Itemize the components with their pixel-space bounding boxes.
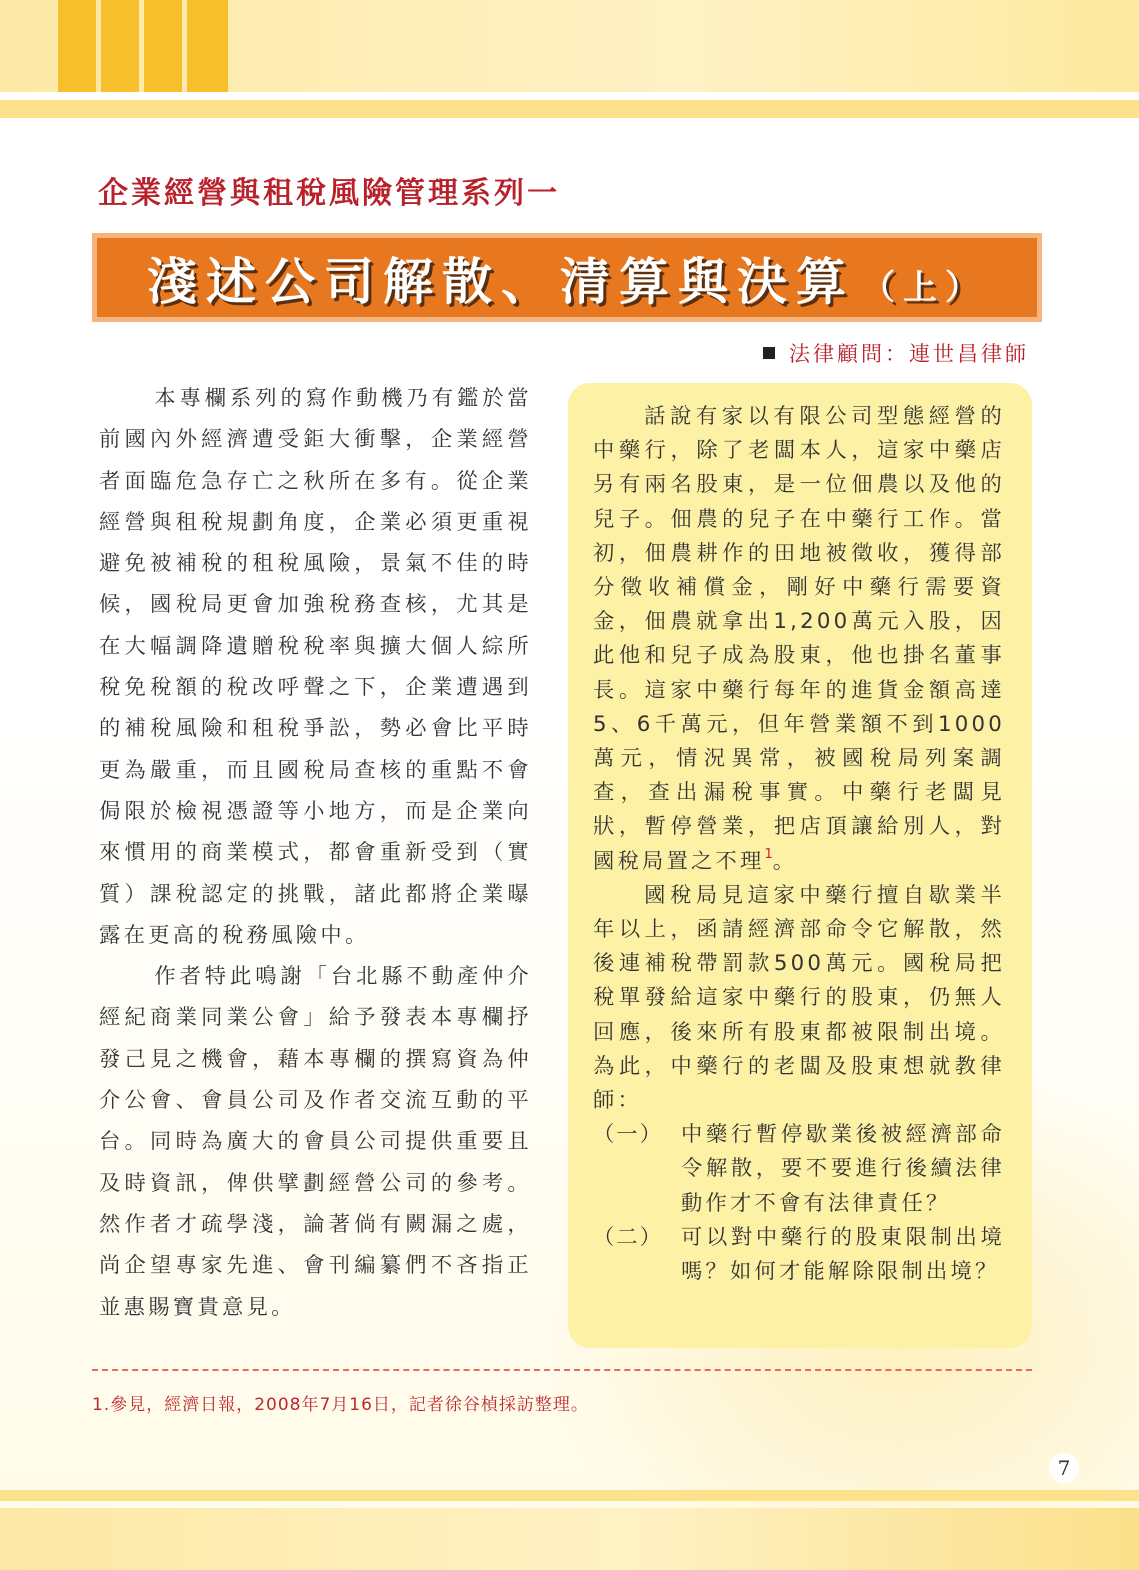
author-byline <box>763 338 1029 368</box>
footnote: 1.參見，經濟日報，2008年7月16日，記者徐谷楨採訪整理。 <box>92 1395 589 1415</box>
title-banner-inner <box>97 238 1037 317</box>
top-decor-line <box>0 100 1139 118</box>
question-number: （二） <box>593 1224 663 1250</box>
question-text: 可以對中藥行的股東限制出境嗎？如何才能解除限制出境？ <box>681 1224 1005 1285</box>
top-decor-block <box>187 0 228 92</box>
body-paragraph: 作者特此鳴謝「台北縣不動產仲介經紀商業同業公會」給予發表本專欄抒發己見之機會，藉本專欄的撰寫資為仲介公會、會員公司及作者交流互動的平台。同時為廣大的會員公司提供重要且及時資訊，俾供擘劃經營公司的參考。然作者才疏學淺，論著倘有闕漏之處，尚企望專家先進、會刊編纂們不吝指正並惠賜寶貴意見。 <box>99 964 532 1320</box>
case-box-content <box>593 400 1005 1289</box>
question-item <box>593 1221 1005 1289</box>
question-number: （一） <box>593 1122 663 1148</box>
case-paragraph: 國稅局見這家中藥行擅自歇業半年以上，函請經濟部命令它解散，然後連補稅帶罰款500萬元。國稅局把稅單發給這家中藥行的股東，仍無人回應，後來所有股東都被限制出境。為此，中藥行的老闆及股東想就教律師： <box>593 882 1005 1114</box>
body-paragraph: 本專欄系列的寫作動機乃有鑑於當前國內外經濟遭受鉅大衝擊，企業經營者面臨危急存亡之秋所在多有。從企業經營與租稅規劃角度，企業必須更重視避免被補稅的租稅風險，景氣不佳的時候，國稅局更會加強稅務查核，尤其是在大幅調降遺贈稅稅率與擴大個人綜所稅免稅額的稅改呼聲之下，企業遭遇到的補稅風險和租稅爭訟，勢必會比平時更為嚴重，而且國稅局查核的重點不會侷限於檢視憑證等小地方，而是企業向來慣用的商業模式，都會重新受到（實質）課稅認定的挑戰，諸此都將企業曝露在更高的稅務風險中。 <box>99 386 532 948</box>
page-title-text: 淺述公司解散、清算與決算 <box>147 252 855 311</box>
case-paragraph <box>593 400 1005 879</box>
question-text: 中藥行暫停歇業後被經濟部命令解散，要不要進行後續法律動作才不會有法律責任？ <box>681 1122 1005 1216</box>
page-title <box>147 242 987 314</box>
case-paragraph-end: 。 <box>772 848 798 874</box>
page-title-suffix: （上） <box>861 267 987 308</box>
top-decor-block <box>144 0 182 92</box>
footnote-divider <box>92 1369 1032 1371</box>
bottom-decor-band <box>0 1508 1139 1570</box>
author-byline-text: 法律顧問：連世昌律師 <box>789 342 1029 366</box>
square-bullet-icon <box>763 347 775 359</box>
page-number: 7 <box>1049 1453 1079 1483</box>
left-column <box>99 378 532 1328</box>
case-paragraph-text: 話說有家以有限公司型態經營的中藥行，除了老闆本人，這家中藥店另有兩名股東，是一位佃農以及他的兒子。佃農的兒子在中藥行工作。當初，佃農耕作的田地被徵收，獲得部分徵收補償金，剛好中藥行需要資金，佃農就拿出1,200萬元入股，因此他和兒子成為股東，他也掛名董事長。這家中藥行每年的進貨金額高達5、6千萬元，但年營業額不到1000萬元，情況異常，被國稅局列案調查，查出漏稅事實。中藥行老闆見狀，暫停營業，把店頂讓給別人，對國稅局置之不理 <box>593 404 1005 874</box>
bottom-decor-line <box>0 1490 1139 1501</box>
top-decor-block <box>101 0 139 92</box>
top-decor-block <box>58 0 96 92</box>
series-title: 企業經營與租稅風險管理系列一 <box>98 176 560 211</box>
footnote-ref: 1 <box>764 846 773 862</box>
title-banner <box>92 233 1042 322</box>
question-item <box>593 1118 1005 1221</box>
